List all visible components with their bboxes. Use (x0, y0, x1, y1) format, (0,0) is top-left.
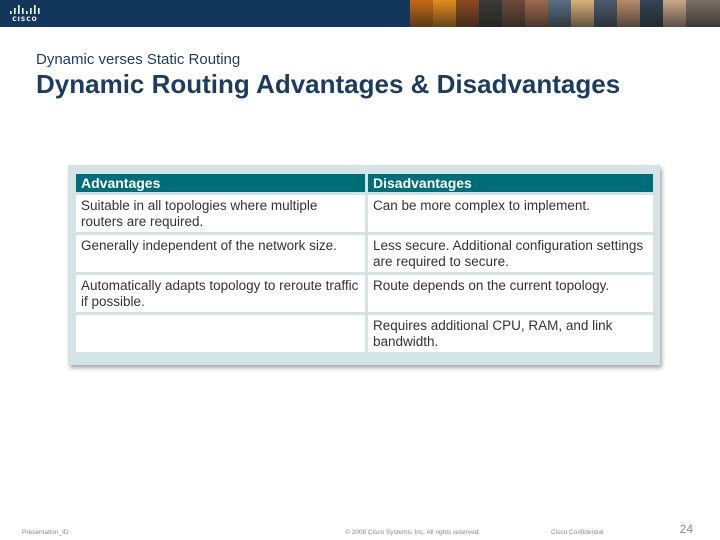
footer-confidential: Cisco Confidential (551, 529, 604, 536)
header-photo-tile (456, 0, 479, 27)
footer-copyright: © 2008 Cisco Systems, Inc. All rights reserved. (345, 529, 481, 536)
header-photo-tile (686, 0, 720, 27)
header-bar (0, 0, 720, 27)
table-cell-advantage: Suitable in all topologies where multiple routers are required. (76, 195, 365, 232)
table-cell-disadvantage: Less secure. Additional configuration settings are required to secure. (368, 235, 653, 272)
cisco-logo-text: CISCO (12, 16, 38, 23)
table-cell-disadvantage: Can be more complex to implement. (368, 195, 653, 232)
header-disadvantages: Disadvantages (368, 174, 653, 192)
footer-presentation-id: Presentation_ID (22, 529, 69, 536)
header-photo-tile (433, 0, 456, 27)
header-photo-tile (502, 0, 525, 27)
header-photo-tile (617, 0, 640, 27)
header-photo-tile (548, 0, 571, 27)
table-row (76, 315, 653, 352)
header-photo-tile (479, 0, 502, 27)
header-photo-tile (594, 0, 617, 27)
table-cell-disadvantage: Requires additional CPU, RAM, and link bandwidth. (368, 315, 653, 352)
header-advantages: Advantages (76, 174, 365, 192)
cisco-logo (8, 5, 42, 23)
table-row (76, 235, 653, 272)
header-photo-strip (410, 0, 720, 27)
advantages-table-frame (68, 165, 660, 365)
table-cell-disadvantage: Route depends on the current topology. (368, 275, 653, 312)
table-row (76, 195, 653, 232)
slide-subtitle: Dynamic verses Static Routing (36, 51, 241, 68)
table-header-row (76, 174, 653, 192)
header-photo-tile (410, 0, 433, 27)
header-photo-tile (525, 0, 548, 27)
advantages-table (73, 171, 656, 355)
table-cell-advantage (76, 315, 365, 352)
page-number: 24 (679, 522, 693, 536)
table-cell-advantage: Automatically adapts topology to reroute traffic if possible. (76, 275, 365, 312)
cisco-bars-icon (8, 5, 42, 15)
table-row (76, 275, 653, 312)
header-photo-tile (640, 0, 663, 27)
table-cell-advantage: Generally independent of the network size. (76, 235, 365, 272)
header-photo-tile (571, 0, 594, 27)
header-photo-tile (663, 0, 686, 27)
slide-title: Dynamic Routing Advantages & Disadvantages (36, 69, 621, 99)
